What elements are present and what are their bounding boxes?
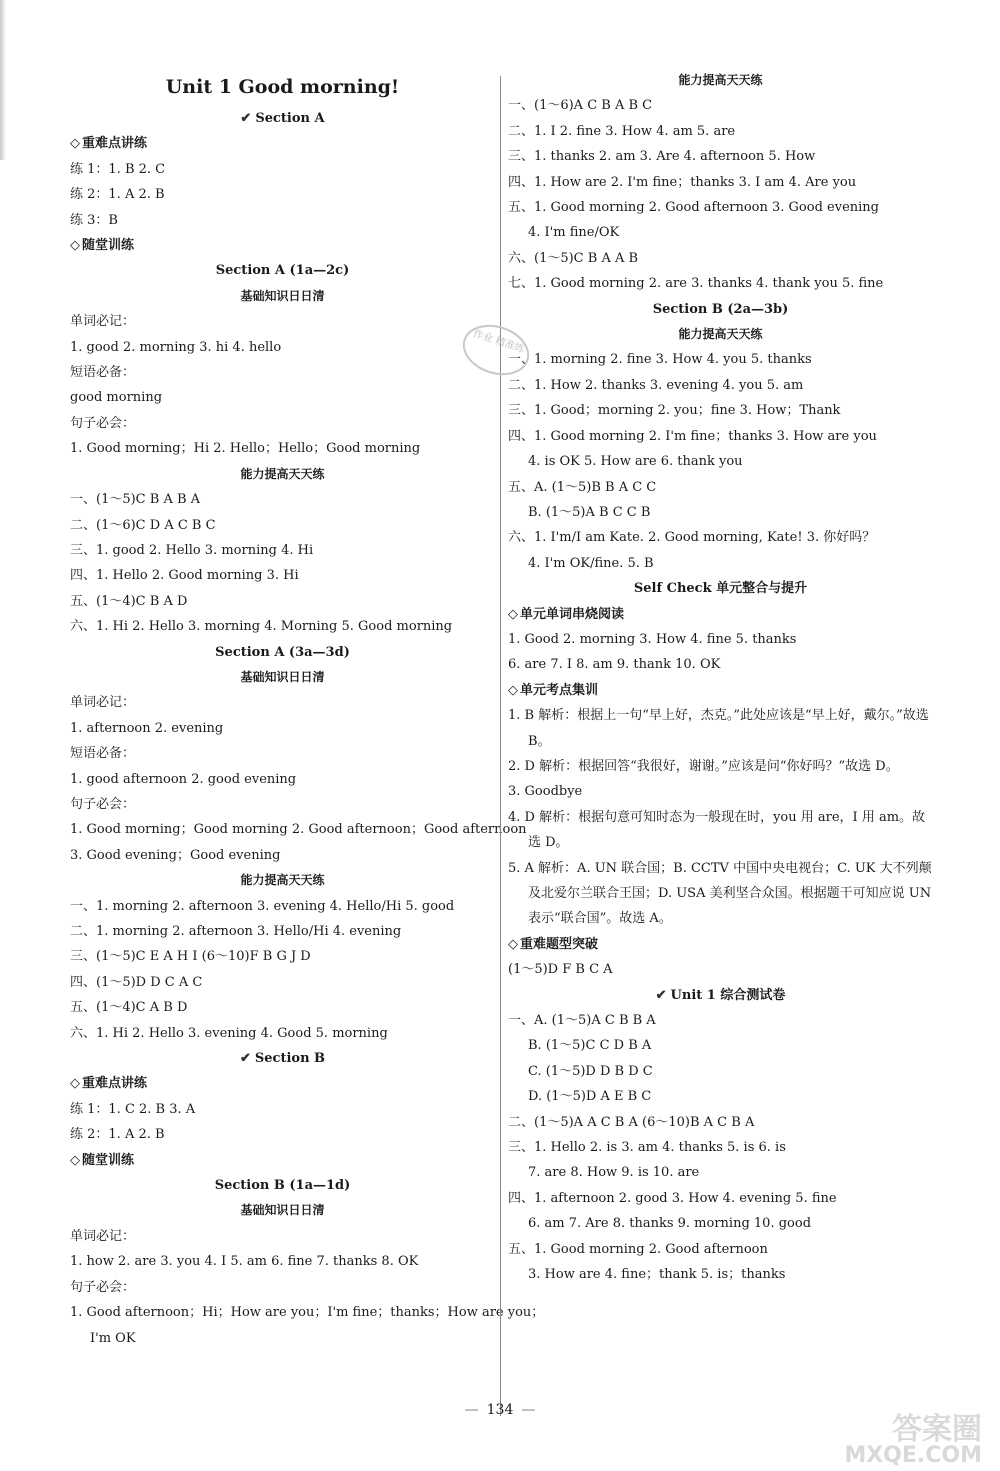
- answer-line: 短语必备：: [70, 365, 136, 381]
- answer-line-continued: 4. I'm OK/fine. 5. B: [528, 555, 654, 571]
- checkmark-icon: ✔: [240, 111, 252, 126]
- answer-line: 二、(1～5)A A C B A (6～10)B A C B A: [508, 1114, 755, 1130]
- right-column: [508, 68, 933, 1288]
- answer-line: 句子必会：: [70, 796, 136, 812]
- answer-line: 六、1. Hi 2. Hello 3. morning 4. Morning 5. Good morning: [70, 619, 453, 635]
- page-edge-shadow: [0, 0, 6, 160]
- answer-line: 一、A. (1～5)A C B B A: [508, 1013, 656, 1029]
- answer-line: 练 3：B: [70, 212, 118, 228]
- answer-line: 五、1. Good morning 2. Good afternoon 3. Good evening: [508, 200, 879, 216]
- answer-line-continued: B. (1～5)C C D B A: [528, 1038, 652, 1054]
- subsection-heading: Section A (1a—2c): [215, 263, 350, 279]
- answer-line: 6. are 7. I 8. am 9. thank 10. OK: [508, 657, 721, 673]
- answer-line: 七、1. Good morning 2. are 3. thanks 4. thank you 5. fine: [508, 276, 884, 292]
- answer-line: 六、(1～5)C B A A B: [508, 250, 639, 266]
- answer-line: good morning: [70, 390, 163, 406]
- page-number: 134: [486, 1402, 514, 1418]
- answer-line-continued: C. (1～5)D D B D C: [528, 1063, 653, 1079]
- practice-heading: 能力提高天天练: [240, 873, 325, 888]
- exercise-heading: ◇ 重难题型突破: [508, 932, 933, 957]
- checkmark-icon: ✔: [239, 1051, 251, 1067]
- practice-heading: 能力提高天天练: [678, 327, 763, 342]
- answer-line: 三、(1～5)C E A H I (6～10)F B G J D: [70, 949, 311, 965]
- section-heading-text: Section B: [254, 1051, 326, 1067]
- answer-line: 五、(1～4)C B A D: [70, 593, 188, 609]
- answer-line: 1. Good 2. morning 3. How 4. fine 5. thanks: [508, 631, 797, 647]
- answer-line: 二、1. I 2. fine 3. How 4. am 5. are: [508, 123, 736, 139]
- answer-line: 1. good 2. morning 3. hi 4. hello: [70, 339, 282, 355]
- answer-line: 四、1. Good morning 2. I'm fine；thanks 3. How are you: [508, 428, 877, 444]
- answer-line: 六、1. I'm/I am Kate. 2. Good morning, Kate! 3. 你好吗？: [508, 530, 876, 546]
- exercise-heading: ◇ 随堂训练: [70, 1148, 495, 1173]
- section-heading-text: Unit 1 综合测试卷: [670, 987, 786, 1003]
- watermark-url: MXQE.COM: [844, 1443, 982, 1468]
- answer-line: 1. Good morning；Good morning 2. Good afternoon；Good afternoon: [70, 822, 527, 838]
- answer-line: 单词必记：: [70, 695, 136, 711]
- practice-heading: 基础知识日日清: [240, 288, 325, 303]
- answer-line: 三、1. good 2. Hello 3. morning 4. Hi: [70, 542, 314, 558]
- answer-line: 1. good afternoon 2. good evening: [70, 771, 297, 787]
- answer-line: 单词必记：: [70, 1228, 136, 1244]
- exercise-heading: ◇ 随堂训练: [70, 233, 495, 258]
- explanation-answer: 5. A 解析：A. UN 联合国；B. CCTV 中国中央电视台；C. UK 大不列颠及北爱尔兰联合王国；D. USA 美利坚合众国。根据题干可知应说 UN 表示“联合国”。故选 A。: [508, 860, 932, 927]
- answer-line: 短语必备：: [70, 746, 136, 762]
- subsection-heading: Section A (3a—3d): [215, 644, 350, 660]
- answer-line-continued: 7. are 8. How 9. is 10. are: [528, 1165, 700, 1181]
- answer-line: 一、1. morning 2. fine 3. How 4. you 5. thanks: [508, 352, 812, 368]
- answer-line: 2. D 解析：根据回答“我很好，谢谢。”应该是问“你好吗？”故选 D。: [508, 758, 899, 774]
- practice-heading: 基础知识日日清: [240, 1203, 325, 1218]
- answer-line: 句子必会：: [70, 415, 136, 431]
- exercise-heading: ◇ 单元考点集训: [508, 678, 933, 703]
- section-heading: [508, 983, 933, 1008]
- answer-line-continued: 3. How are 4. fine；thank 5. is；thanks: [528, 1267, 786, 1283]
- exercise-heading: ◇ 单元单词串烧阅读: [508, 602, 933, 627]
- answer-line: 六、1. Hi 2. Hello 3. evening 4. Good 5. morning: [70, 1025, 388, 1041]
- answer-line: 五、1. Good morning 2. Good afternoon: [508, 1241, 768, 1257]
- explanation-answer: 4. D 解析：根据句意可知时态为一般现在时，you 用 are，I 用 am。故选 D。: [508, 809, 926, 851]
- answer-line: 3. Good evening；Good evening: [70, 847, 281, 863]
- answer-line: 句子必会：: [70, 1279, 136, 1295]
- answer-line: 练 1：1. C 2. B 3. A: [70, 1101, 196, 1117]
- answer-line-continued: 6. am 7. Are 8. thanks 9. morning 10. good: [528, 1216, 812, 1232]
- answer-line: (1～5)D F B C A: [508, 962, 613, 978]
- answer-line: 四、1. afternoon 2. good 3. How 4. evening 5. fine: [508, 1190, 837, 1206]
- answer-line-continued: 4. I'm fine/OK: [528, 225, 620, 241]
- answer-line: 1. Good morning；Hi 2. Hello；Hello；Good morning: [70, 441, 421, 457]
- section-heading-text: Section A: [255, 111, 325, 126]
- answer-line: 二、1. morning 2. afternoon 3. Hello/Hi 4. evening: [70, 924, 402, 939]
- answer-line: 五、A. (1～5)B B A C C: [508, 479, 657, 495]
- answer-line-continued: B. (1～5)A B C C B: [528, 504, 651, 520]
- answer-line-continued: I'm OK: [90, 1330, 136, 1346]
- answer-line: 三、1. Hello 2. is 3. am 4. thanks 5. is 6. is: [508, 1140, 786, 1156]
- answer-line: 练 2：1. A 2. B: [70, 187, 165, 203]
- practice-heading: 能力提高天天练: [240, 466, 325, 481]
- answer-line: 一、1. morning 2. afternoon 3. evening 4. Hello/Hi 5. good: [70, 898, 455, 914]
- answer-line: 练 1：1. B 2. C: [70, 161, 166, 177]
- section-heading: [70, 106, 495, 131]
- practice-heading: 基础知识日日清: [240, 669, 325, 684]
- answer-line: 一、(1～6)A C B A B C: [508, 98, 653, 114]
- answer-line-continued: 4. is OK 5. How are 6. thank you: [528, 454, 743, 470]
- subsection-heading: Self Check 单元整合与提升: [633, 581, 808, 597]
- page-footer: — 134 —: [464, 1402, 536, 1418]
- answer-line: 五、(1～4)C A B D: [70, 1000, 188, 1016]
- section-heading: [70, 1046, 495, 1071]
- answer-line: 一、(1～5)C B A B A: [70, 492, 201, 508]
- watermark: [844, 1412, 982, 1469]
- answer-line: 1. Good afternoon；Hi；How are you；I'm fine；thanks；How are you；: [70, 1305, 545, 1321]
- explanation-answer: 1. B 解析：根据上一句“早上好，杰克。”此处应该是“早上好，戴尔。”故选 B。: [508, 708, 929, 749]
- unit-title: Unit 1 Good morning!: [165, 76, 400, 98]
- watermark-logo: 答案圈: [892, 1412, 982, 1447]
- answer-line: 四、1. How are 2. I'm fine；thanks 3. I am 4. Are you: [508, 174, 857, 190]
- answer-line: 四、1. Hello 2. Good morning 3. Hi: [70, 568, 299, 584]
- answer-line: 1. how 2. are 3. you 4. I 5. am 6. fine 7. thanks 8. OK: [70, 1254, 419, 1270]
- subsection-heading: Section B (1a—1d): [214, 1178, 351, 1194]
- answer-line: 二、1. How 2. thanks 3. evening 4. you 5. am: [508, 377, 804, 393]
- stamp-seal: 作业 精准练: [456, 317, 536, 384]
- answer-line: 单词必记：: [70, 314, 136, 330]
- practice-heading: 能力提高天天练: [678, 73, 763, 87]
- answer-line: 练 2：1. A 2. B: [70, 1127, 165, 1143]
- answer-line: 三、1. Good；morning 2. you；fine 3. How；Thank: [508, 403, 841, 419]
- checkmark-icon: ✔: [655, 987, 667, 1003]
- answer-line: 三、1. thanks 2. am 3. Are 4. afternoon 5. How: [508, 149, 816, 165]
- subsection-heading: Section B (2a—3b): [652, 301, 789, 317]
- answer-line: 1. afternoon 2. evening: [70, 720, 224, 736]
- exercise-heading: ◇ 重难点讲练: [70, 1071, 495, 1096]
- exercise-heading: ◇ 重难点讲练: [70, 131, 495, 156]
- answer-line: 3. Goodbye: [508, 784, 583, 800]
- answer-line: 二、(1～6)C D A C B C: [70, 517, 216, 533]
- column-divider: [500, 76, 501, 1416]
- answer-line: 四、(1～5)D D C A C: [70, 974, 203, 990]
- answer-line-continued: D. (1～5)D A E B C: [528, 1089, 652, 1105]
